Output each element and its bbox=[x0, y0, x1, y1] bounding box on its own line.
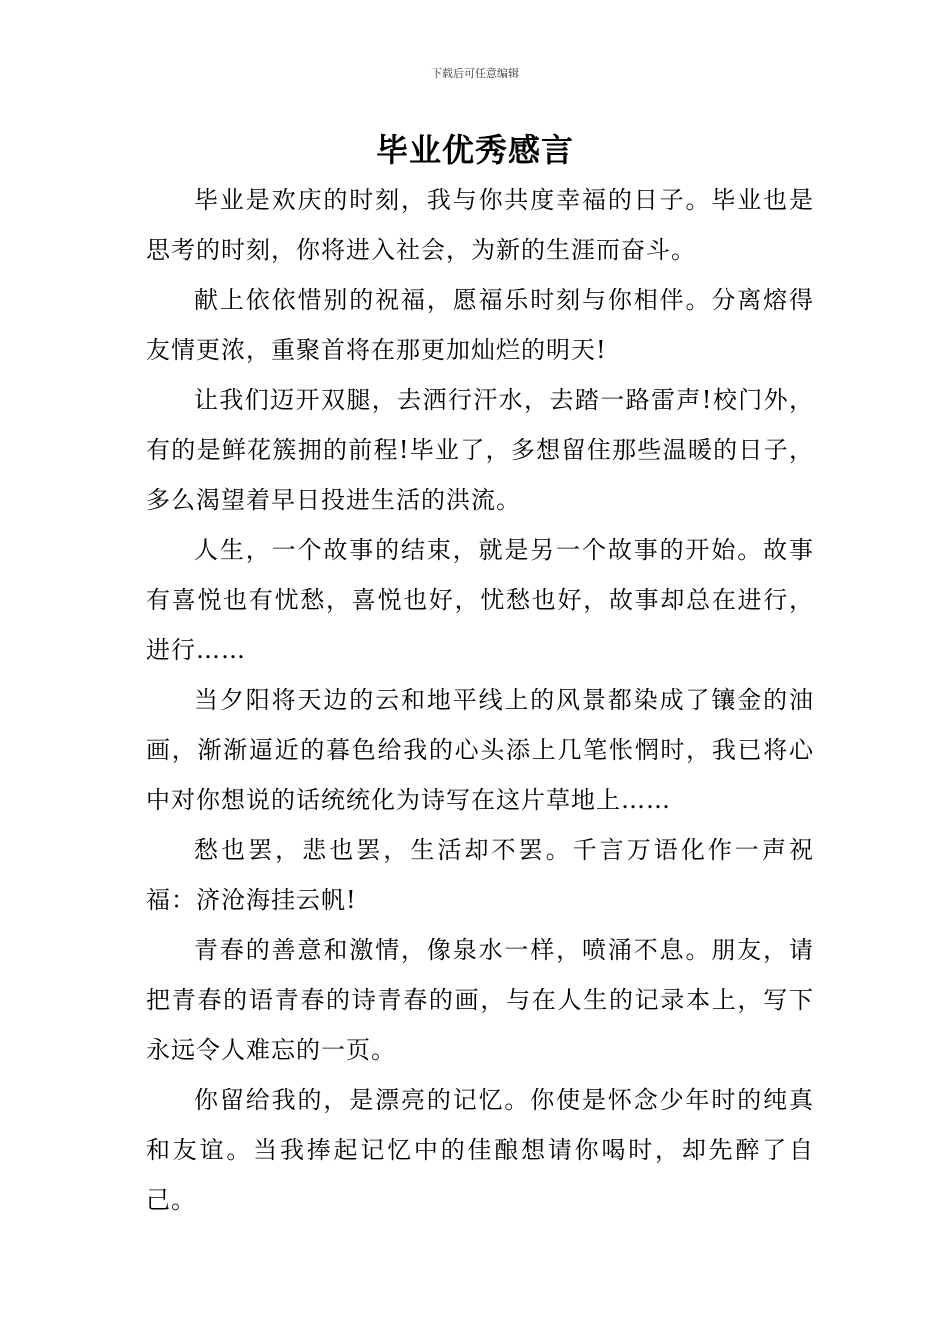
paragraph-8: 你留给我的，是漂亮的记忆。你使是怀念少年时的纯真和友谊。当我捧起记忆中的佳酿想请你喝时，却先醉了自己。 bbox=[146, 1086, 814, 1214]
document-body bbox=[146, 175, 814, 1225]
header-note: 下载后可任意编辑 bbox=[431, 67, 519, 80]
paragraph-3: 让我们迈开双腿，去洒行汗水，去踏一路雷声!校门外，有的是鲜花簇拥的前程!毕业了，多想留住那些温暖的日子，多么渴望着早日投进生活的洪流。 bbox=[146, 386, 814, 514]
paragraph-4: 人生，一个故事的结束，就是另一个故事的开始。故事有喜悦也有忧愁，喜悦也好，忧愁也好，故事却总在进行，进行…… bbox=[146, 536, 814, 664]
document-title: 毕业优秀感言 bbox=[375, 131, 574, 169]
paragraph-2: 献上依依惜别的祝福，愿福乐时刻与你相伴。分离熔得友情更浓，重聚首将在那更加灿烂的明天! bbox=[146, 286, 814, 364]
paragraph-5: 当夕阳将天边的云和地平线上的风景都染成了镶金的油画，渐渐逼近的暮色给我的心头添上几笔怅惘时，我已将心中对你想说的话统统化为诗写在这片草地上…… bbox=[146, 686, 814, 814]
paragraph-6: 愁也罢，悲也罢，生活却不罢。千言万语化作一声祝福：济沧海挂云帆! bbox=[146, 836, 814, 914]
paragraph-7: 青春的善意和激情，像泉水一样，喷涌不息。朋友，请把青春的语青春的诗青春的画，与在人生的记录本上，写下永远令人难忘的一页。 bbox=[146, 936, 814, 1064]
paragraph-1: 毕业是欢庆的时刻，我与你共度幸福的日子。毕业也是思考的时刻，你将进入社会，为新的生涯而奋斗。 bbox=[146, 186, 814, 264]
